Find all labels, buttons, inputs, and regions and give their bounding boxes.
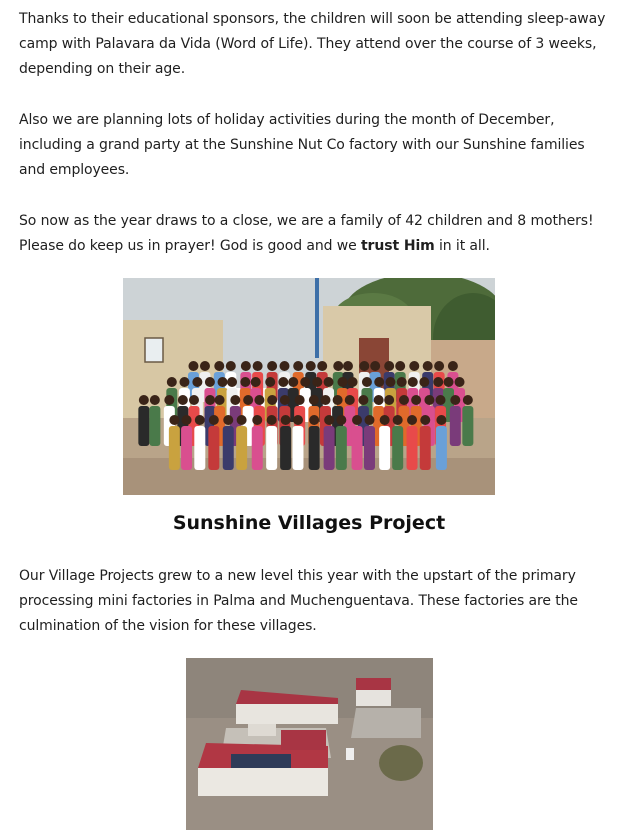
aerial-factory-photo [186, 658, 433, 830]
paragraph-year-end-end: in it all. [434, 238, 490, 254]
paragraph-holiday-activities: Also we are planning lots of holiday activities during the month of December, including a grand party at the Sunshine Nut Co factory with our Sunshine families and employees. [19, 112, 585, 178]
group-photo [123, 278, 495, 495]
paragraph-year-end-start: So now as the year draws to a close, we are a family of 42 children and 8 mothers! Please do keep us in prayer! God is good and we [19, 213, 594, 254]
trust-him-bold: trust Him [360, 238, 435, 254]
paragraph-year-end [19, 209, 609, 259]
paragraph-camp: Thanks to their educational sponsors, the children will soon be attending sleep-away camp with Palavara da Vida (Word of Life). They attend over the course of 3 weeks, depending on their age. [19, 11, 606, 77]
section-heading: Sunshine Villages Project [172, 512, 446, 534]
paragraph-village-projects: Our Village Projects grew to a new level this year with the upstart of the primary processing mini factories in Palma and Muchenguentava. These factories are the culmination of the vision for these villages. [19, 568, 578, 634]
